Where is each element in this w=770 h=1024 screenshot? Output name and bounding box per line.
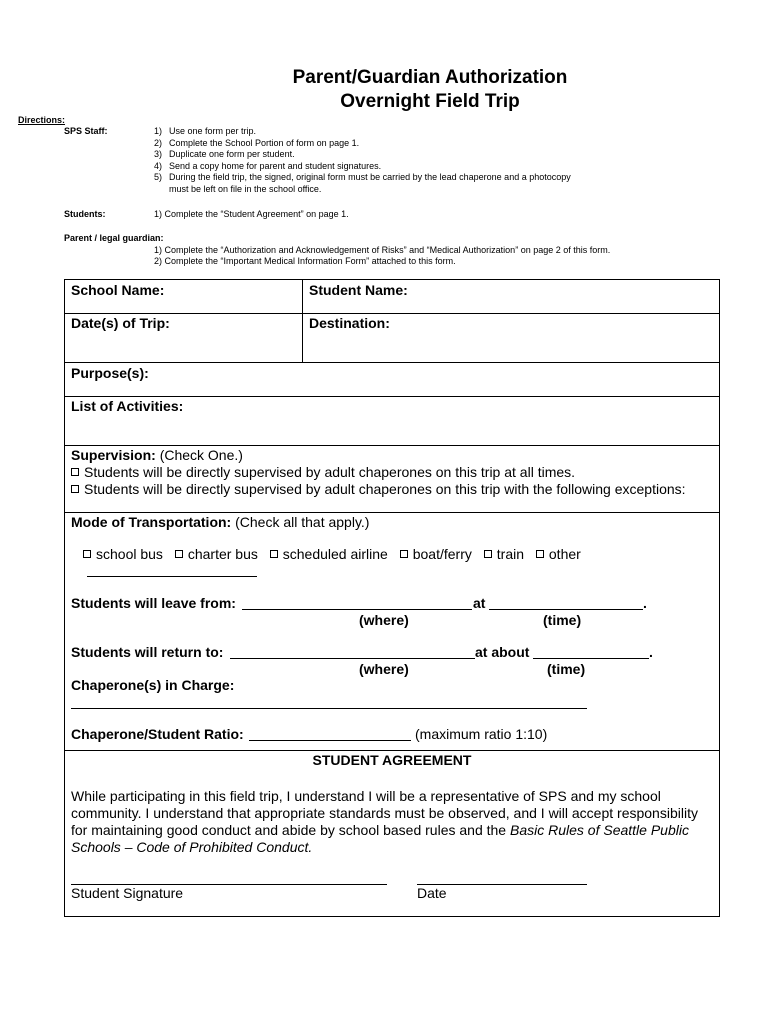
return-period: .	[649, 644, 653, 660]
transport-section	[71, 514, 369, 531]
return-label: Students will return to:	[71, 644, 224, 660]
ratio-line[interactable]	[249, 740, 411, 741]
signature-label: Student Signature	[71, 885, 184, 901]
chaperones-line[interactable]	[71, 708, 587, 709]
supervision-option-1[interactable]: Students will be directly supervised by adult chaperones on this trip at all times.	[71, 464, 575, 481]
transport-option-school-bus[interactable]: school bus	[83, 546, 163, 562]
leave-label: Students will leave from:	[71, 595, 236, 611]
return-at: at about	[475, 644, 530, 660]
ratio-label: Chaperone/Student Ratio:	[71, 726, 244, 742]
list-item: 4) Send a copy home for parent and student signatures.	[154, 160, 382, 171]
leave-where-line[interactable]	[242, 609, 472, 610]
transport-option-other[interactable]: other	[536, 546, 581, 562]
transport-option-airline[interactable]: scheduled airline	[270, 546, 388, 562]
date-label: Date	[417, 885, 447, 901]
ratio-note: (maximum ratio 1:10)	[415, 726, 548, 742]
sps-staff-label: SPS Staff:	[64, 126, 108, 136]
agreement-body	[71, 788, 716, 856]
transport-options	[83, 546, 589, 563]
transport-option-train[interactable]: train	[484, 546, 524, 562]
trip-form	[64, 279, 720, 917]
trip-dates-field[interactable]: Date(s) of Trip:	[71, 315, 170, 331]
supervision-option-2[interactable]: Students will be directly supervised by adult chaperones on this trip with the following exceptions:	[71, 481, 686, 498]
leave-where-caption: (where)	[359, 612, 409, 628]
checkbox-icon[interactable]	[484, 550, 492, 558]
sps-staff-list	[154, 126, 584, 195]
checkbox-icon[interactable]	[83, 550, 91, 558]
return-time-caption: (time)	[547, 661, 586, 677]
checkbox-icon[interactable]	[71, 468, 79, 476]
student-name-field[interactable]: Student Name:	[309, 282, 408, 298]
checkbox-icon[interactable]	[175, 550, 183, 558]
parent-item-2: 2) Complete the “Important Medical Information Form” attached to this form.	[154, 256, 456, 266]
purpose-field[interactable]: Purpose(s):	[71, 365, 149, 381]
page-title	[0, 66, 770, 114]
list-item: 5) During the field trip, the signed, original form must be carried by the lead chaperone and a photocopy must be left on file in the school office.	[154, 172, 571, 194]
students-label: Students:	[64, 209, 106, 219]
leave-at: at	[473, 595, 486, 611]
parent-label: Parent / legal guardian:	[64, 233, 164, 243]
supervision-label: Supervision:	[71, 447, 156, 463]
transport-option-charter-bus[interactable]: charter bus	[175, 546, 258, 562]
checkbox-icon[interactable]	[536, 550, 544, 558]
supervision-hint: (Check One.)	[159, 447, 243, 463]
school-name-field[interactable]: School Name:	[71, 282, 165, 298]
leave-time-caption: (time)	[543, 612, 582, 628]
checkbox-icon[interactable]	[71, 485, 79, 493]
destination-field[interactable]: Destination:	[309, 315, 390, 331]
agreement-heading: STUDENT AGREEMENT	[312, 752, 472, 768]
supervision-section	[71, 447, 243, 464]
title-line-2: Overnight Field Trip	[340, 91, 520, 112]
chaperones-label: Chaperone(s) in Charge:	[71, 677, 235, 693]
leave-time-line[interactable]	[489, 609, 643, 610]
return-where-line[interactable]	[230, 658, 475, 659]
list-item: 1) Use one form per trip.	[154, 126, 257, 136]
transport-hint: (Check all that apply.)	[235, 514, 370, 530]
other-transport-line[interactable]	[87, 576, 257, 577]
agreement-rules-title: Basic Rules of Seattle Public Schools – Code of Prohibited Conduct.	[71, 822, 689, 855]
return-where-caption: (where)	[359, 661, 409, 677]
directions-heading: Directions:	[18, 115, 66, 125]
leave-row	[71, 595, 236, 612]
leave-period: .	[643, 595, 647, 611]
list-item: 2) Complete the School Portion of form on page 1.	[154, 137, 360, 148]
list-item: 3) Duplicate one form per student.	[154, 149, 295, 159]
title-line-1: Parent/Guardian Authorization	[292, 67, 568, 88]
return-time-line[interactable]	[533, 658, 649, 659]
checkbox-icon[interactable]	[270, 550, 278, 558]
agreement-text: While participating in this field trip, I understand I will be a representative of SPS and my school community. I understand that appropriate standards must be observed, and I will accept responsibility for maintaining good conduct and abide by school based rules and the	[71, 788, 698, 838]
transport-option-boat[interactable]: boat/ferry	[400, 546, 472, 562]
transport-label: Mode of Transportation:	[71, 514, 232, 530]
checkbox-icon[interactable]	[400, 550, 408, 558]
students-text: 1) Complete the “Student Agreement” on page 1.	[154, 209, 349, 219]
parent-item-1: 1) Complete the “Authorization and Acknowledgement of Risks” and “Medical Authorization” on page 2 of this form.	[154, 245, 611, 255]
activities-field[interactable]: List of Activities:	[71, 398, 184, 414]
